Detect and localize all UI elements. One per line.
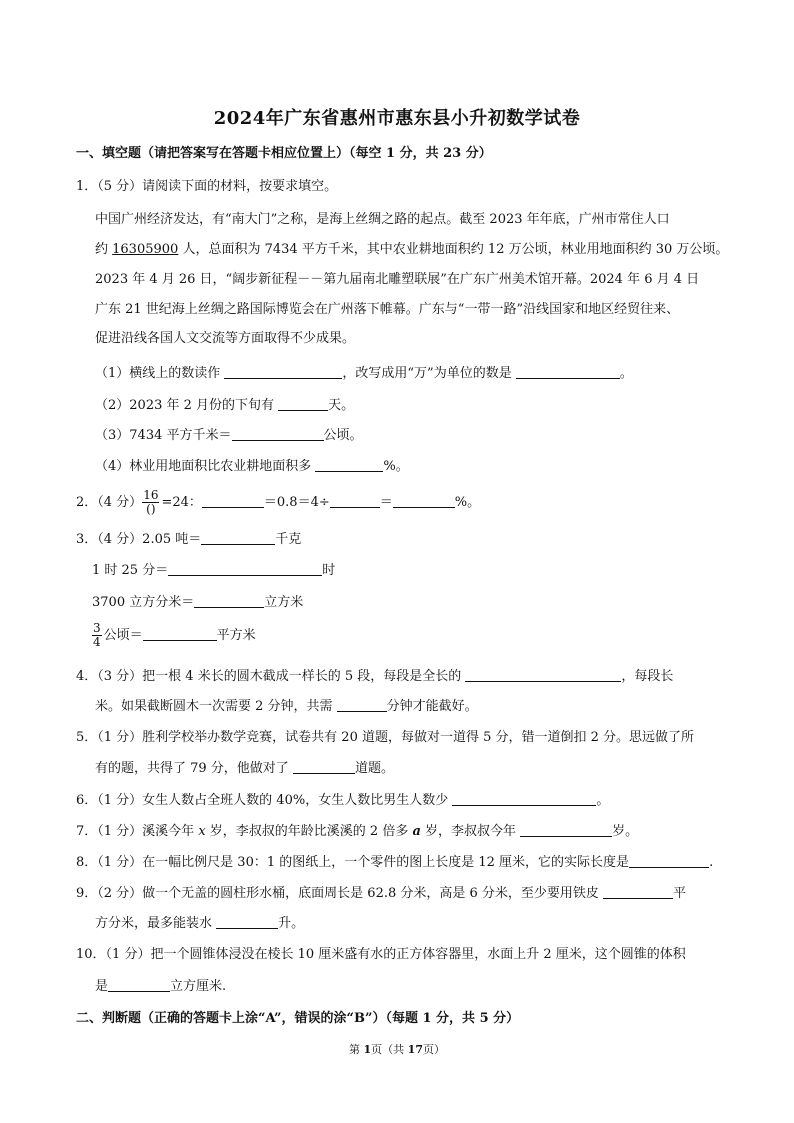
q3-line-2: 1 时 25 分＝ 时 — [92, 563, 336, 578]
q9-line-1: 9．（2 分）做一个无盖的圆柱形水桶，底面周长是 62.8 分米，高是 6 分米，至少要用铁皮 平 — [76, 886, 687, 901]
answer-blank[interactable] — [516, 364, 620, 379]
q3-line-3: 3700 立方分米＝ 立方米 — [92, 595, 304, 610]
q8-line: 8．（1 分）在一幅比例尺是 30：1 的图纸上，一个零件的图上长度是 12 厘米，它的实际长度是 . — [76, 855, 714, 870]
exam-title: 2024年广东省惠州市惠东县小升初数学试卷 — [213, 108, 581, 129]
page-footer: 第 1页（共 17页） — [349, 1043, 445, 1056]
answer-blank[interactable] — [629, 853, 709, 868]
q1-stem: 1．（5 分）请阅读下面的材料，按要求填空。 — [76, 179, 338, 194]
answer-blank[interactable] — [603, 884, 673, 899]
underlined-number: 16305900 — [112, 242, 179, 257]
answer-blank[interactable] — [224, 364, 342, 379]
section-1-heading: 一、填空题（请把答案写在答题卡相应位置上）（每空 1 分，共 23 分） — [76, 146, 492, 161]
q1-passage-line-4: 广东 21 世纪海上丝绸之路国际博览会在广州落下帷幕。广东与“一带一路”沿线国家和地区经贸往来、 — [95, 302, 680, 317]
q3-line-1: 3．（4 分）2.05 吨＝ 千克 — [76, 532, 302, 547]
q1-passage-line-3: 2023 年 4 月 26 日，“阔步新征程－－第九届南北雕塑联展”在广东广州美术馆开幕。2024 年 6 月 4 日 — [95, 272, 700, 287]
q4-line-1: 4．（3 分）把一根 4 米长的圆木截成一样长的 5 段，每段是全长的 ，每段长 — [76, 669, 674, 684]
answer-blank[interactable] — [216, 914, 278, 929]
answer-blank[interactable] — [108, 977, 170, 992]
answer-blank[interactable] — [465, 667, 621, 682]
q7-line: 7．（1 分）溪溪今年 x 岁，李叔叔的年龄比溪溪的 2 倍多 a 岁，李叔叔今年 岁。 — [76, 824, 639, 839]
fraction-16-over-blank: $\frac{16}{()}$ — [143, 488, 159, 516]
q10-line-1: 10．（1 分）把一个圆锥体浸没在棱长 10 厘米盛有水的正方体容器里，水面上升 2 厘米，这个圆锥的体积 — [76, 947, 686, 962]
answer-blank[interactable] — [452, 791, 596, 806]
section-2-heading: 二、判断题（正确的答题卡上涂“A”，错误的涂“B”）（每题 1 分，共 5 分） — [76, 1011, 520, 1026]
q1-sub-3: （3）7434 平方千米＝ 公顷。 — [95, 428, 363, 443]
page-total: 17 — [407, 1043, 423, 1056]
answer-blank[interactable] — [330, 493, 380, 508]
answer-blank[interactable] — [168, 561, 322, 576]
answer-blank[interactable] — [232, 426, 324, 441]
q9-line-2: 方分米，最多能装水 升。 — [95, 916, 305, 931]
q1-sub-1: （1）横线上的数读作 ，改写成用“万”为单位的数是 。 — [95, 366, 633, 381]
q5-line-2: 有的题，共得了 79 分，他做对了 道题。 — [95, 761, 394, 776]
answer-blank[interactable] — [201, 530, 275, 545]
answer-blank[interactable] — [293, 759, 355, 774]
q1-sub-4: （4）林业用地面积比农业耕地面积多 %。 — [95, 459, 409, 474]
answer-blank[interactable] — [315, 457, 383, 472]
answer-blank[interactable] — [194, 593, 264, 608]
q2-line: 2．（4 分） $\frac{16}{()}$ =24： ＝0.8＝4÷ ＝ %。 — [76, 488, 481, 516]
q10-line-2: 是 立方厘米. — [95, 979, 227, 994]
q1-passage-line-5: 促进沿线各国人文交流等方面取得不少成果。 — [95, 331, 356, 346]
answer-blank[interactable] — [337, 697, 387, 712]
answer-blank[interactable] — [202, 493, 264, 508]
fraction-3-over-4: $\frac{3}{4}$ — [93, 621, 101, 649]
answer-blank[interactable] — [143, 626, 217, 641]
q4-line-2: 米。如果截断圆木一次需要 2 分钟，共需 分钟才能截好。 — [95, 699, 478, 714]
q6-line: 6．（1 分）女生人数占全班人数的 40%，女生人数比男生人数少 。 — [76, 793, 610, 808]
page-number: 1 — [363, 1043, 372, 1056]
q1-passage-line-1: 中国广州经济发达，有“南大门”之称，是海上丝绸之路的起点。截至 2023 年年底，广州市常住人口 — [95, 212, 670, 227]
q1-sub-2: （2）2023 年 2 月份的下旬有 天。 — [95, 398, 355, 413]
q3-line-4: $\frac{3}{4}$ 公顷＝ 平方米 — [93, 621, 256, 649]
q1-passage-line-2: 约 16305900 人，总面积为 7434 平方千米，其中农业耕地面积约 12 万公顷，林业用地面积约 30 万公顷。 — [95, 242, 729, 257]
answer-blank[interactable] — [278, 396, 328, 411]
answer-blank[interactable] — [393, 493, 455, 508]
answer-blank[interactable] — [520, 822, 612, 837]
q5-line-1: 5．（1 分）胜利学校举办数学竞赛，试卷共有 20 道题，每做对一道得 5 分，错一道倒扣 2 分。思远做了所 — [76, 730, 695, 745]
